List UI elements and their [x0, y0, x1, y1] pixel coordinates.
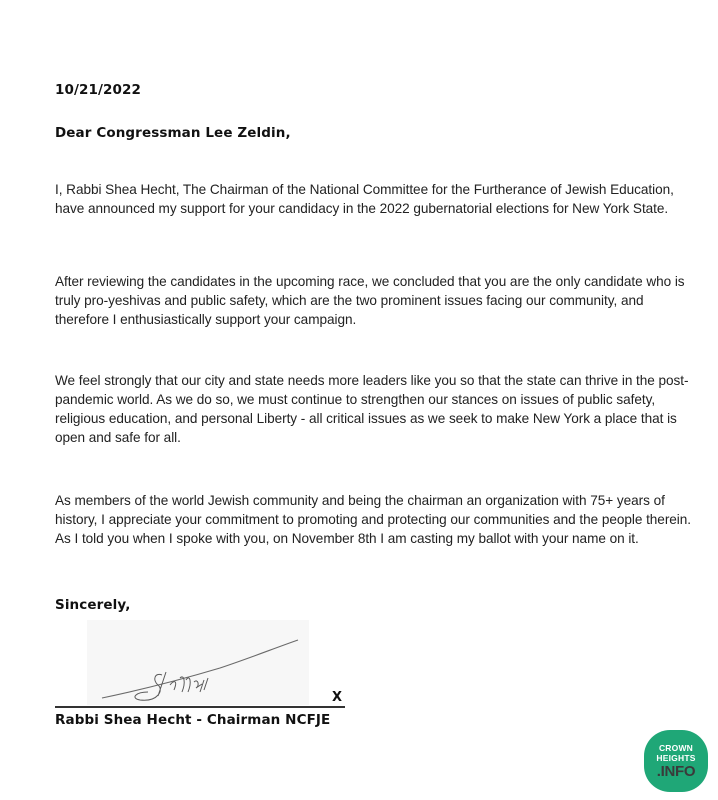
logo-line-2: HEIGHTS [656, 753, 696, 763]
signature-mark: X [332, 690, 343, 705]
paragraph-4: As members of the world Jewish community and being the chairman an organization with 75+ years of history, I appreciate your commitment to promoting and protecting our communities and the people therein. As I told you when I spoke with you, on November 8th I am casting my ballot with your name on it. [55, 493, 692, 546]
signer-name: Rabbi Shea Hecht - Chairman NCFJE [55, 712, 331, 728]
paragraph-3: We feel strongly that our city and state needs more leaders like you so that the state can thrive in the post-pandemic world. As we do so, we must continue to strengthen our stances on issues of public safety, religious education, and personal Liberty - all critical issues as we seek to make New York a place that is open and safe for all. [55, 373, 689, 445]
handwritten-signature [100, 630, 300, 705]
crownheights-logo [644, 730, 708, 792]
logo-line-1: CROWN [658, 743, 694, 753]
signature-line [55, 706, 345, 708]
signature-flourish [102, 640, 298, 698]
salutation: Dear Congressman Lee Zeldin, [55, 125, 291, 141]
closing: Sincerely, [55, 597, 131, 613]
logo-line-3: .INFO [656, 763, 696, 780]
paragraph-1: I, Rabbi Shea Hecht, The Chairman of the National Committee for the Furtherance of Jewish Education, have announced my support for your candidacy in the 2022 gubernatorial elections for New York State. [55, 182, 674, 216]
letter-date: 10/21/2022 [55, 82, 142, 98]
signature-letters [135, 672, 208, 700]
paragraph-2: After reviewing the candidates in the upcoming race, we concluded that you are the only candidate who is truly pro-yeshivas and public safety, which are the two prominent issues facing our community, and therefore I enthusiastically support your campaign. [55, 274, 685, 327]
